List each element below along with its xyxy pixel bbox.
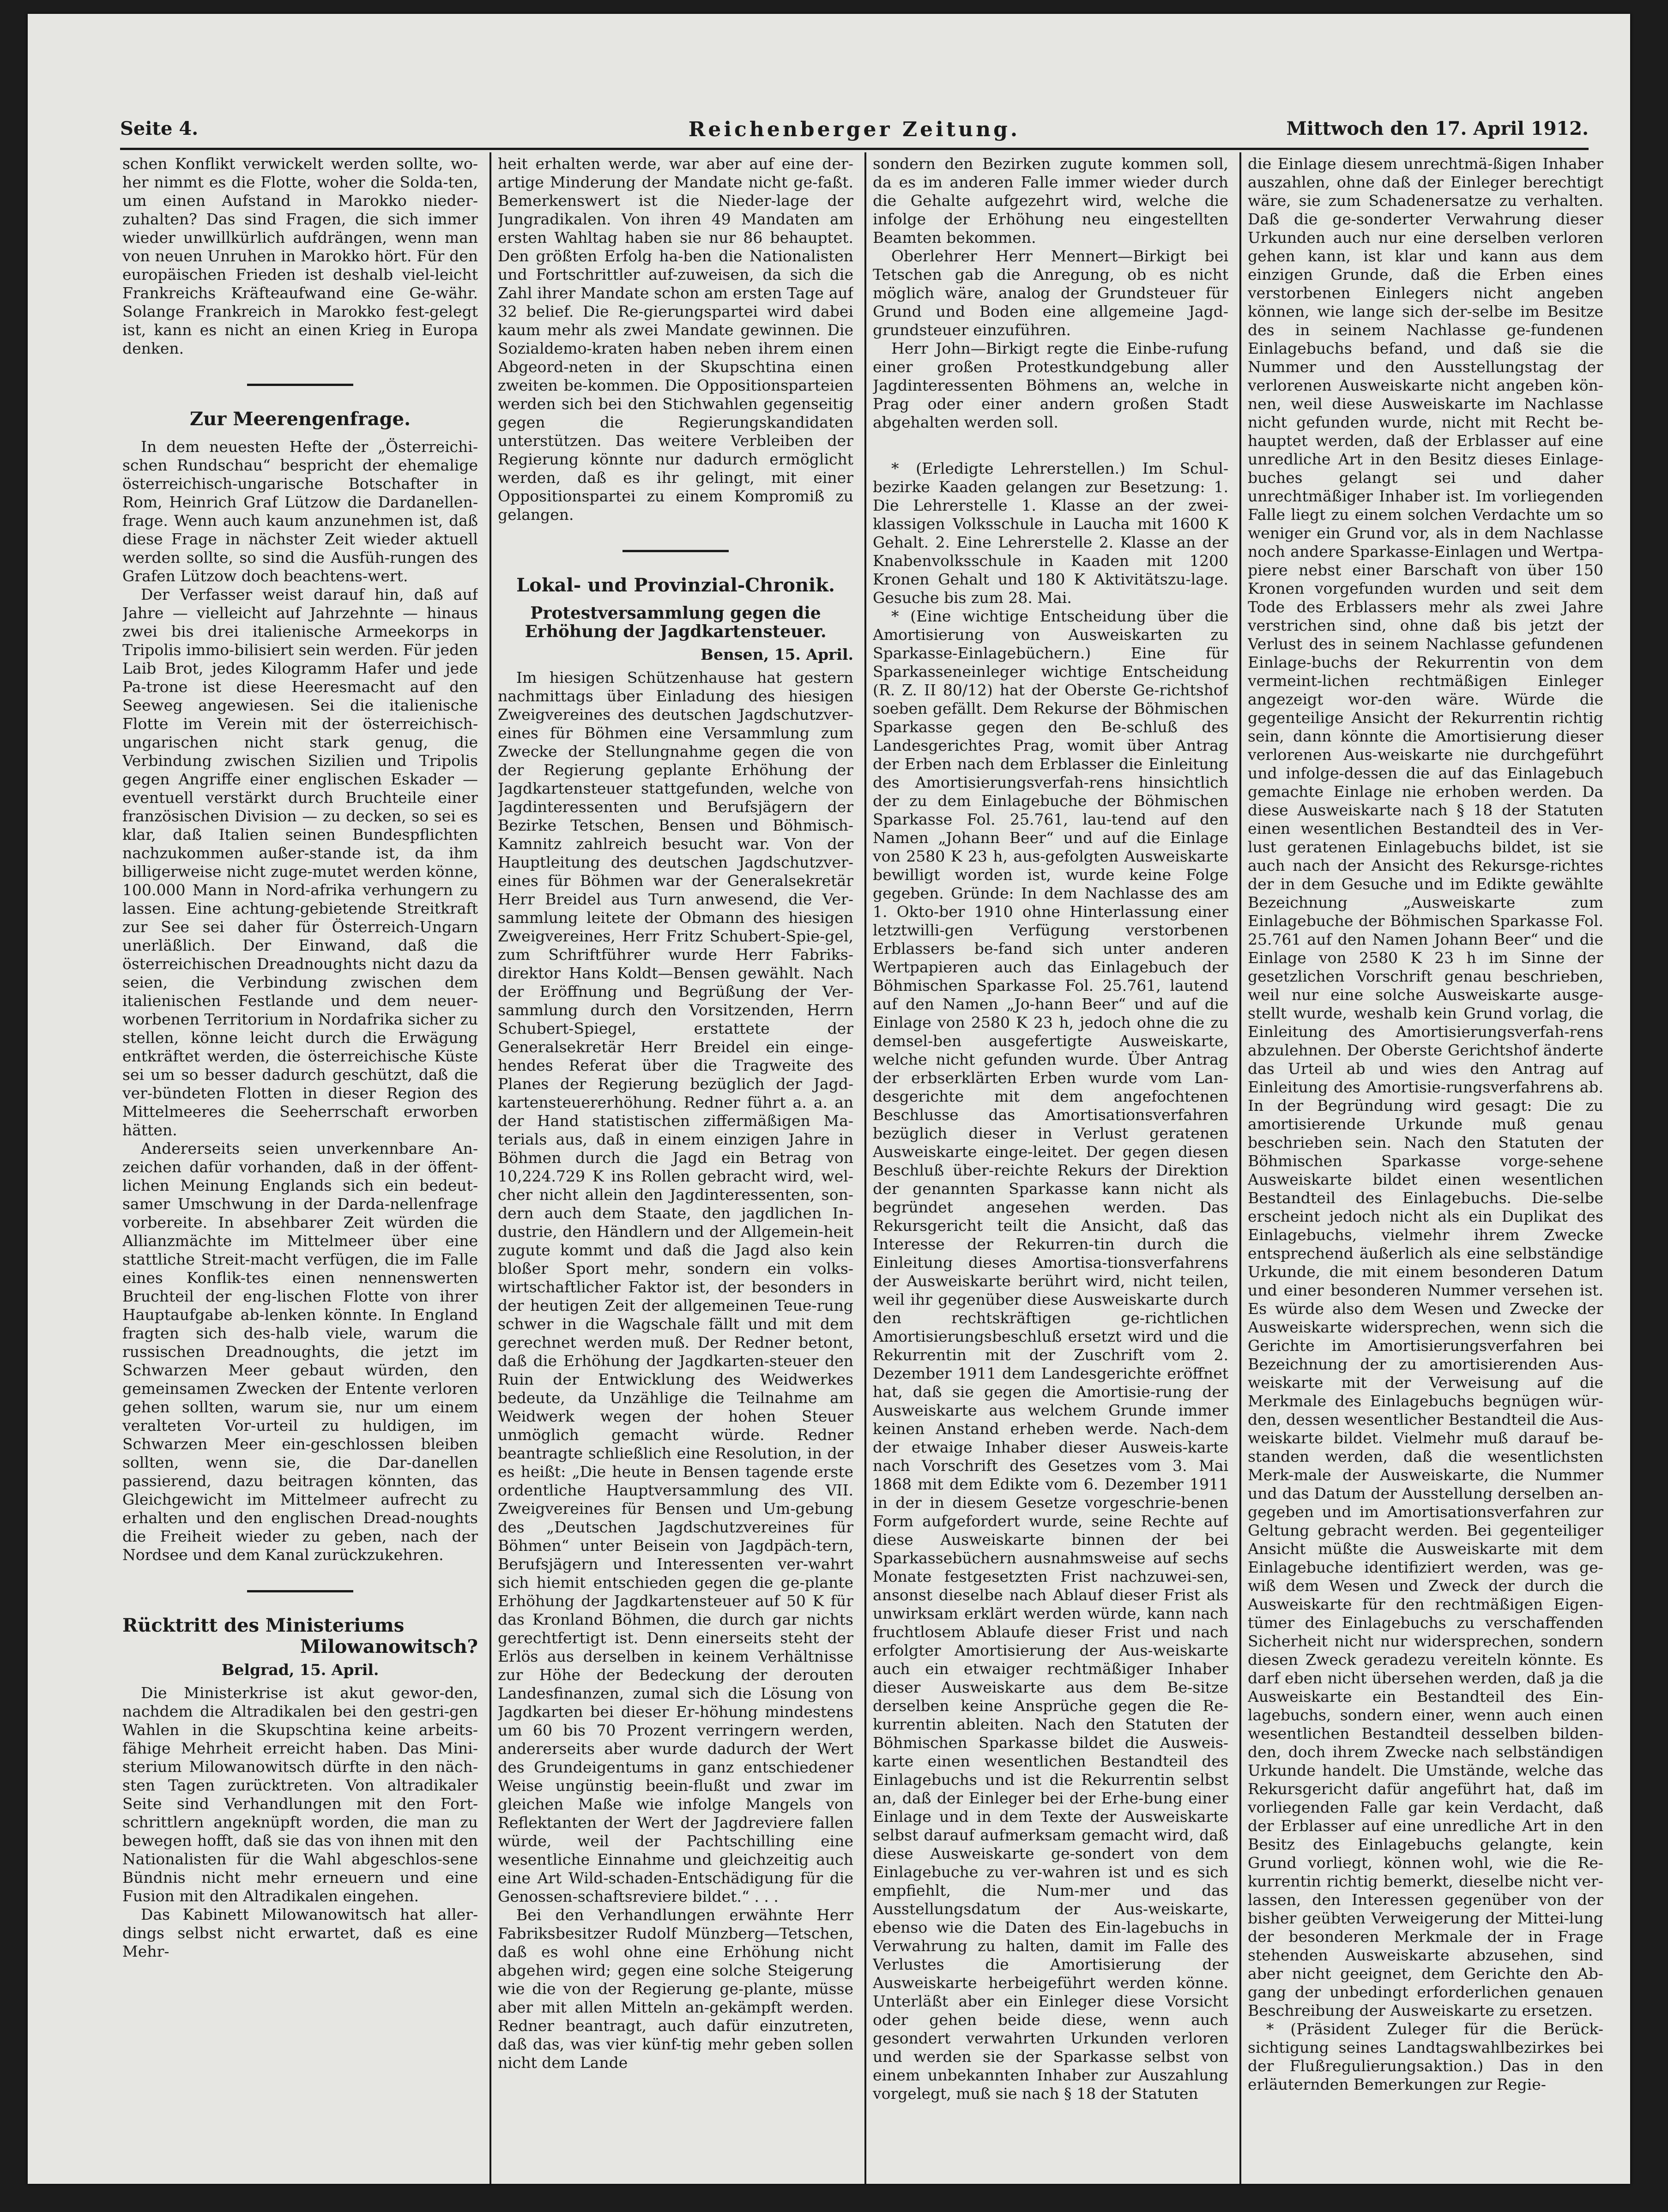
spacer	[873, 432, 1228, 459]
section-divider	[622, 550, 729, 552]
paragraph: Bei den Verhandlungen erwähnte Herr Fabriksbesitzer Rudolf Münzberg—Tetschen, daß es wohl ohne eine Erhöhung nicht abgehen wird; gegen eine solche Steigerung wie die von der Regierung ge-plante, müsse aber mit allen Mitteln an-gekämpft werden. Redner beantragt, auch dafür einzutreten, daß das, was vier künf-tig mehr geben sollen nicht dem Lande	[498, 1906, 853, 2072]
paragraph: die Einlage diesem unrechtmä-ßigen Inhaber auszahlen, ohne daß der Einleger berechtigt wäre, sie zum Schadenersatze zu verhalten. Daß die ge-sonderter Verwahrung dieser Urkunden auch nur eine derselben verloren gehen kann, ist klar und kann aus dem einzigen Grunde, daß die Erben eines verstorbenen Einlegers nicht angeben können, wie lange sich der-selbe im Besitze des in seinem Nachlasse ge-fundenen Einlagebuchs befand, und daß sie die Nummer und den Ausstellungstag der verlorenen Ausweiskarte nicht angeben kön-nen, weil diese Ausweiskarte im Nachlasse nicht gefunden wurde, nicht mit Recht be-hauptet werden, daß der Erblasser auf eine unredliche Art in den Besitz dieses Einlage-buches gelangt sei und daher unrechtmäßiger Inhaber ist. Im vorliegenden Falle liegt zu einem solchen Verdachte um so weniger ein Grund vor, als in dem Nachlasse noch andere Sparkasse-Einlagen und Wertpa-piere nebst einer Barschaft von über 150 Kronen vorgefunden wurden und seit dem Tode des Erblassers mehr als zwei Jahre verstrichen sind, ohne daß bis jetzt der Verlust des in seinem Nachlasse gefundenen Einlage-buchs der Rekurrentin von dem vermeint-lichen rechtmäßigen Einleger angezeigt wor-den wäre. Würde die gegenteilige Ansicht der Rekurrentin richtig sein, dann könnte die Amortisierung dieser verlorenen Aus-weiskarte nie durchgeführt und infolge-dessen die auf das Einlagebuch gemachte Einlage nie erhoben werden. Da diese Ausweiskarte nach § 18 der Statuten einen wesentlichen Bestandteil des in Ver-lust geratenen Einlagebuchs bildet, ist sie auch nach der Ansicht des Rekursge-richtes der in dem Gesuche und im Edikte gewählte Bezeichnung „Ausweiskarte zum Einlagebuche der Böhmischen Sparkasse Fol. 25.761 auf den Namen Johann Beer“ und die Einlage von 2580 K 23 h im Sinne der gesetzlichen Vorschrift genau beschrieben, weil nur eine solche Ausweiskarte ausge-stellt wurde, weshalb kein Grund vorlag, die Einleitung des Amortisierungsverfah-rens abzulehnen. Der Oberste Gerichtshof änderte das Urteil ab und wies den Antrag auf Einleitung des Amortisie-rungsverfahrens ab. In der Begründung wird gesagt: Die zu amortisierende Urkunde muß genau beschrieben sein. Nach den Statuten der Böhmischen Sparkasse vorge-sehene Ausweiskarte bildet einen wesentlichen Bestandteil des Einlagebuchs. Die-selbe erscheint jedoch nicht als ein Duplikat des Einlagebuchs, vielmehr ihrem Zwecke entsprechend äußerlich als eine selbständige Urkunde, die mit einem besonderen Datum und einer besonderen Nummer versehen ist. Es würde also dem Wesen und Zwecke der Ausweiskarte widersprechen, wenn sich die Gerichte im Amortisierungsverfahren bei Bezeichnung der zu amortisierenden Aus-weiskarte mit der Verweisung auf die Merkmale des Einlagebuchs begnügen wür-den, dessen wesentlicher Bestandteil die Aus-weiskarte bildet. Vielmehr muß darauf be-standen werden, daß die wesentlichsten Merk-male der Ausweiskarte, die Nummer und das Datum der Ausstellung derselben an-gegeben und im Amortisationsverfahren zur Geltung gebracht werden. Bei gegenteiliger Ansicht müßte die Ausweiskarte mit dem Einlagebuche identifiziert werden, was ge-wiß dem Wesen und Zweck der durch die Ausweiskarte für den rechtmäßigen Eigen-tümer des Einlagebuchs zu verschaffenden Sicherheit nicht nur widersprechen, sondern diesen Zweck geradezu vereiteln könnte. Es darf eben nicht übersehen werden, daß ja die Ausweiskarte ein Bestandteil des Ein-lagebuchs, sondern einer, wenn auch einen wesentlichen Bestandteil desselben bilden-den, doch ihrem Zwecke nach selbständigen Urkunde handelt. Die Umstände, welche das Rekursgericht dafür angeführt hat, daß im vorliegenden Falle gar kein Verdacht, daß der Erblasser auf eine unredliche Art in den Besitz des Einlagebuchs gelangte, kein Grund vorliegt, können wohl, wie die Re-kurrentin richtig bemerkt, dieselbe nicht ver-lassen, den Interessen gegenüber von der bisher geübten Verweigerung der Mittei-lung der besonderen Merkmale der in Frage stehenden Ausweiskarte abzusehen, sind aber nicht geeignet, dem Gerichte den Ab-gang der unbedingt erforderlichen genauen Beschreibung der Ausweiskarte zu ersetzen.	[1248, 155, 1603, 2019]
column-4	[1248, 155, 1603, 2177]
news-item: * (Eine wichtige Entscheidung über die Amortisierung von Ausweiskarten zu Sparkasse-Einlagebüchern.) Eine für Sparkasseneinleger wichtige Entscheidung (R. Z. II 80/12) hat der Oberste Ge-richtshof soeben gefällt. Dem Rekurse der Böhmischen Sparkasse gegen den Be-schluß des Landesgerichtes Prag, womit über Antrag der Erben nach dem Erblasser die Einleitung des Amortisierungsverfah-rens hinsichtlich der zu dem Einlagebuche der Böhmischen Sparkasse Fol. 25.761, lau-tend auf den Namen „Johann Beer“ und auf die Einlage von 2580 K 23 h, aus-gefolgten Ausweiskarte bewilligt worden ist, wurde keine Folge gegeben. Gründe: In dem Nachlasse des am 1. Okto-ber 1910 ohne Hinterlassung einer letztwilli-gen Verfügung verstorbenen Erblassers be-fand sich unter anderen Wertpapieren auch das Einlagebuch der Böhmischen Sparkasse Fol. 25.761, lautend auf den Namen „Jo-hann Beer“ und auf die Einlage von 2580 K 23 h, jedoch ohne die zu demsel-ben ausgefertigte Ausweiskarte, welche nicht gefunden wurde. Über Antrag der erbserklärten Erben wurde vom Lan-desgerichte mit dem angefochtenen Beschlusse das Amortisationsverfahren bezüglich dieser in Verlust geratenen Ausweiskarte einge-leitet. Der gegen diesen Beschluß über-reichte Rekurs der Direktion der genannten Sparkasse kann nicht als begründet angesehen werden. Das Rekursgericht teilt die Ansicht, daß das Interesse der Rekurren-tin durch die Einleitung dieses Amortisa-tionsverfahrens der Ausweiskarte berührt wird, nicht teilen, weil ihr gegenüber diese Ausweiskarte durch den rechtskräftigen ge-richtlichen Amortisierungsbeschluß ersetzt wird und die Rekurrentin mit der Zuschrift vom 2. Dezember 1911 dem Landesgerichte eröffnet hat, daß sie gegen die Amortisie-rung der Ausweiskarte aus welchem Grunde immer keinen Anstand erheben werde. Nach-dem der etwaige Inhaber dieser Ausweis-karte nach Vorschrift des Gesetzes vom 3. Mai 1868 mit dem Edikte vom 6. Dezember 1911 in der in diesem Gesetze vorgeschrie-benen Form aufgefordert wurde, seine Rechte auf diese Ausweiskarte binnen der bei Sparkassebüchern ausnahmsweise auf sechs Monate festgesetzten Frist nachzuwei-sen, ansonst dieselbe nach Ablauf dieser Frist als unwirksam erklärt werden würde, kann nach fruchtlosem Ablaufe dieser Frist und nach erfolgter Amortisierung der Aus-weiskarte auch ein etwaiger rechtmäßiger Inhaber dieser Ausweiskarte aus dem Be-sitze derselben keine Ansprüche gegen die Re-kurrentin ableiten. Nach den Statuten der Böhmischen Sparkasse bildet die Ausweis-karte einen wesentlichen Bestandteil des Einlagebuchs und ist die Rekurrentin selbst an, daß der Einleger bei der Erhe-bung einer Einlage und in dem Texte der Ausweiskarte selbst darauf aufmerksam gemacht wird, daß diese Ausweiskarte ge-sondert von dem Einlagebuche zu ver-wahren ist und es sich empfiehlt, die Num-mer und das Ausstellungsdatum der Aus-weiskarte, ebenso wie die Daten des Ein-lagebuchs in Verwahrung zu halten, damit im Falle des Verlustes die Amortisierung der Ausweiskarte herbeigeführt werden könne. Unterläßt aber ein Einleger diese Vorsicht oder gehen beide diese, wenn auch gesondert verwahrten Urkunden verloren und werden sie der Sparkasse selbst von einem unbekannten Inhaber zur Auszahlung vorgelegt, muß sie nach § 18 der Statuten	[873, 607, 1228, 2103]
paragraph: Der Verfasser weist darauf hin, daß auf Jahre — vielleicht auf Jahrzehnte — hinaus zwei bis drei italienische Armeekorps in Tripolis immo-bilisiert sein werden. Für jeden Laib Brot, jedes Kilogramm Hafer und jede Pa-trone ist diese Heeresmacht auf den Seeweg angewiesen. Sei die italienische Flotte im Verein mit der österreichisch-ungarischen nicht stark genug, die Verbindung zwischen Sizilien und Tripolis gegen Angriffe einer englischen Eskader — eventuell verstärkt durch Bruchteile einer französischen Division — zu decken, so sei es klar, daß Italien seinen Bundespflichten nachzukommen außer-stande ist, da ihm billigerweise nicht zuge-mutet werden könne, 100.000 Mann in Nord-afrika verhungern zu lassen. Eine achtung-gebietende Streitkraft zur See sei daher für Österreich-Ungarn unerläßlich. Der Einwand, daß die österreichischen Dreadnoughts nicht dazu da seien, die Verbindung zwischen dem italienischen Festlande und dem neuer-worbenen Territorium in Nordafrika sicher zu stellen, könne leicht durch die Erwägung entkräftet werden, die österreichische Küste sei um so besser dadurch geschützt, daß die ver-bündeten Flotten in dieser Region des Mittelmeeres die Seeherrschaft erworben hätten.	[122, 585, 478, 1139]
column-2	[498, 155, 853, 2177]
newspaper-title: Reichenberger Zeitung.	[688, 118, 1021, 141]
column-3	[873, 155, 1228, 2177]
section-divider	[247, 1590, 353, 1592]
paragraph: Herr John—Birkigt regte die Einbe-rufung einer großen Protestkundgebung aller Jagdinteressenten Böhmens an, welche in Prag oder einer andern großen Stadt abgehalten werden soll.	[873, 339, 1228, 431]
column-1	[122, 155, 478, 2177]
section-title: Lokal- und Provinzial-Chronik.	[516, 574, 835, 596]
paragraph: heit erhalten werde, war aber auf eine der-artige Minderung der Mandate nicht ge-faßt. Bemerkenswert ist die Nieder-lage der Jungradikalen. Von ihren 49 Mandaten am ersten Wahltag haben sie nur 86 behauptet. Den größten Erfolg ha-ben die Nationalisten und Fortschrittler auf-zuweisen, da sich die Zahl ihrer Mandate schon am ersten Tage auf 32 belief. Die Re-gierungspartei wird dabei kaum mehr als zwei Mandate gewinnen. Die Sozialdemo-kraten haben neben ihrem einen Abgeord-neten in der Skupschtina einen zweiten be-kommen. Die Oppositionsparteien werden sich bei den Stichwahlen gegenseitig gegen die Regierungskandidaten unterstützen. Das weitere Verbleiben der Regierung könnte nur dadurch ermöglicht werden, daß es ihr gelingt, mit einer Oppositionspartei zu einem Kompromiß zu gelangen.	[498, 155, 853, 524]
article-title-continued: Milowanowitsch?	[300, 1636, 478, 1657]
article-title: Rücktritt des Ministeriums	[122, 1615, 405, 1636]
paragraph: Die Ministerkrise ist akut gewor-den, nachdem die Altradikalen bei den gestri-gen Wahlen in die Skupschtina keine arbeits-fähige Mehrheit erreicht haben. Das Mini-sterium Milowanowitsch dürfte in den näch-sten Tagen zurücktreten. Von altradikaler Seite sind Verhandlungen mit den Fort-schrittlern angeknüpft worden, die man zu bewegen hofft, daß sie das von ihnen mit den Nationalisten für die Wahl abgeschlos-sene Bündnis nicht mehr erneuern und eine Fusion mit den Altradikalen eingehen.	[122, 1684, 478, 1905]
dateline: Belgrad, 15. April.	[221, 1661, 379, 1679]
newspaper-page	[28, 14, 1630, 2184]
paragraph: Das Kabinett Milowanowitsch hat aller-dings selbst nicht erwartet, daß es eine Mehr-	[122, 1905, 478, 1960]
news-item: * (Erledigte Lehrerstellen.) Im Schul-bezirke Kaaden gelangen zur Besetzung: 1. Die Lehrerstelle 1. Klasse an der zwei-klassigen Volksschule in Laucha mit 1600 K Gehalt. 2. Eine Lehrerstelle 2. Klasse an der Knabenvolksschule in Kaaden mit 1200 Kronen Gehalt und 180 K Aktivitätszu-lage. Gesuche bis zum 28. Mai.	[873, 459, 1228, 607]
news-item: * (Präsident Zuleger für die Berück-sichtigung seines Landtagswahlbezirkes bei der Flußregulierungsaktion.) Das in den erläuternden Bemerkungen zur Regie-	[1248, 2020, 1603, 2093]
issue-date: Mittwoch den 17. April 1912.	[1286, 118, 1589, 139]
paragraph: Andererseits seien unverkennbare An-zeichen dafür vorhanden, daß in der öffent-lichen Meinung Englands sich ein bedeut-samer Umschwung in der Darda-nellenfrage vorbereite. In absehbarer Zeit würden die Allianzmächte im Mittelmeer über eine stattliche Streit-macht verfügen, die im Falle eines Konflik-tes einen nennenswerten Bruchteil der eng-lischen Flotte von ihrer Hauptaufgabe ab-lenken könnte. In England fragten sich des-halb viele, warum die russischen Dreadnoughts, die jetzt im Schwarzen Meer gebaut würden, den gemeinsamen Zwecken der Entente verloren gehen sollten, warum sie, nur um einem veralteten Vor-urteil zu huldigen, im Schwarzen Meer ein-geschlossen bleiben sollten, wenn sie, die Dar-danellen passierend, dazu beitragen könnten, das Gleichgewicht im Mittelmeer aufrecht zu erhalten und den englischen Dread-noughts die Freiheit wieder zu geben, nach der Nordsee und dem Kanal zurückzukehren.	[122, 1139, 478, 1564]
paragraph: sondern den Bezirken zugute kommen soll, da es im anderen Falle immer wieder durch die Gehalte aufgezehrt wird, welche die infolge der Erhöhung neu eingestellten Beamten bekommen.	[873, 155, 1228, 247]
header-rule	[120, 148, 1589, 150]
paragraph: Oberlehrer Herr Mennert—Birkigt bei Tetschen gab die Anregung, ob es nicht möglich wäre, analog der Grundsteuer für Grund und Boden eine allgemeine Jagd-grundsteuer einzuführen.	[873, 247, 1228, 339]
article-title: Zur Meerengenfrage.	[189, 408, 411, 430]
page-header	[120, 118, 1589, 145]
dateline: Bensen, 15. April.	[701, 645, 853, 663]
page-number: Seite 4.	[120, 118, 199, 139]
column-rule	[1239, 152, 1241, 2184]
column-rule	[490, 152, 491, 2184]
paragraph: schen Konflikt verwickelt werden sollte, wo-her nimmt es die Flotte, woher die Solda-ten, um einen Aufstand in Marokko nieder-zuhalten? Das sind Fragen, die sich immer wieder unwillkürlich aufdrängen, wenn man von neuen Unruhen in Marokko hört. Für den europäischen Frieden ist deshalb viel-leicht Frankreichs Kräfteaufwand eine Ge-währ. Solange Frankreich in Marokko fest-gelegt ist, kann es nicht an einen Krieg in Europa denken.	[122, 155, 478, 357]
paragraph: Im hiesigen Schützenhause hat gestern nachmittags über Einladung des hiesigen Zweigvereines des deutschen Jagdschutzver-eines für Böhmen eine Versammlung zum Zwecke der Stellungnahme gegen die von der Regierung geplante Erhöhung der Jagdkartensteuer stattgefunden, welche von Jagdinteressenten und Berufsjägern der Bezirke Tetschen, Bensen und Böhmisch-Kamnitz zahlreich besucht war. Von der Hauptleitung des deutschen Jagdschutzver-eines für Böhmen war der Generalsekretär Herr Breidel aus Turn anwesend, die Ver-sammlung leitete der Obmann des hiesigen Zweigvereines, Herr Fritz Schubert-Spie-gel, zum Schriftführer wurde Herr Fabriks-direktor Hans Koldt—Bensen gewählt. Nach der Eröffnung und Begrüßung der Ver-sammlung durch den Vorsitzenden, Herrn Schubert-Spiegel, erstattete der Generalsekretär Herr Breidel ein einge-hendes Referat über die Tragweite des Planes der Regierung bezüglich der Jagd-kartensteuererhöhung. Redner führt a. a. an der Hand statistischen ziffermäßigen Ma-terials aus, daß in einem einzigen Jahre in Böhmen durch die Jagd ein Betrag von 10,224.729 K ins Rollen gebracht wird, wel-cher nicht allein den Jagdinteressenten, son-dern auch dem Staate, den jagdlichen In-dustrie, den Händlern und der Allgemein-heit zugute kommt und daß die Jagd also kein bloßer Sport mehr, sondern ein volks-wirtschaftlicher Faktor ist, der besonders in der heutigen Zeit der allgemeinen Teue-rung schwer in die Wagschale fällt und mit dem gerechnet werden muß. Der Redner betont, daß die Erhöhung der Jagdkarten-steuer den Ruin der Entwicklung des Weidwerkes bedeute, da Unzählige die Teilnahme am Weidwerk wegen der hohen Steuer unmöglich gemacht würde. Redner beantragte schließlich eine Resolution, in der es heißt: „Die heute in Bensen tagende erste ordentliche Hauptversammlung des VII. Zweigvereines für Bensen und Um-gebung des „Deutschen Jagdschutzvereines für Böhmen“ unter Beisein von Jagdpäch-tern, Berufsjägern und Interessenten ver-wahrt sich hiemit entschieden gegen die ge-plante Erhöhung der Jagdkartensteuer auf 50 K für das Kronland Böhmen, die durch gar nichts gerechtfertigt ist. Denn einerseits steht der Erlös aus derselben in keinem Verhältnisse zur Höhe der Bedeckung der derouten Landesfinanzen, zumal sich die Lösung von Jagdkarten bei dieser Er-höhung mindestens um 60 bis 70 Prozent verringern werden, andererseits aber wurde dadurch der Wert des Grundeigentums in ganz entschiedener Weise ungünstig beein-flußt und zwar im gleichen Maße wie infolge Mangels von Reflektanten der Wert der Jagdreviere fallen würde, weil der Pachtschilling eine wesentliche Einnahme und gleichzeitig auch eine Art Wild-schaden-Entschädigung für die Genossen-schaftsreviere bildet.“ . . .	[498, 669, 853, 1905]
section-divider	[247, 384, 353, 386]
paragraph: In dem neuesten Hefte der „Österreichi-schen Rundschau“ bespricht der ehemalige österreichisch-ungarische Botschafter in Rom, Heinrich Graf Lützow die Dardanellen-frage. Wenn auch kaum anzunehmen ist, daß diese Frage in nächster Zeit wieder aktuell werden sollte, so sind die Ausfüh-rungen des Grafen Lützow doch beachtens-wert.	[122, 438, 478, 585]
column-rule	[864, 152, 866, 2184]
article-title: Protestversammlung gegen die Erhöhung der Jagdkartensteuer.	[525, 603, 827, 641]
